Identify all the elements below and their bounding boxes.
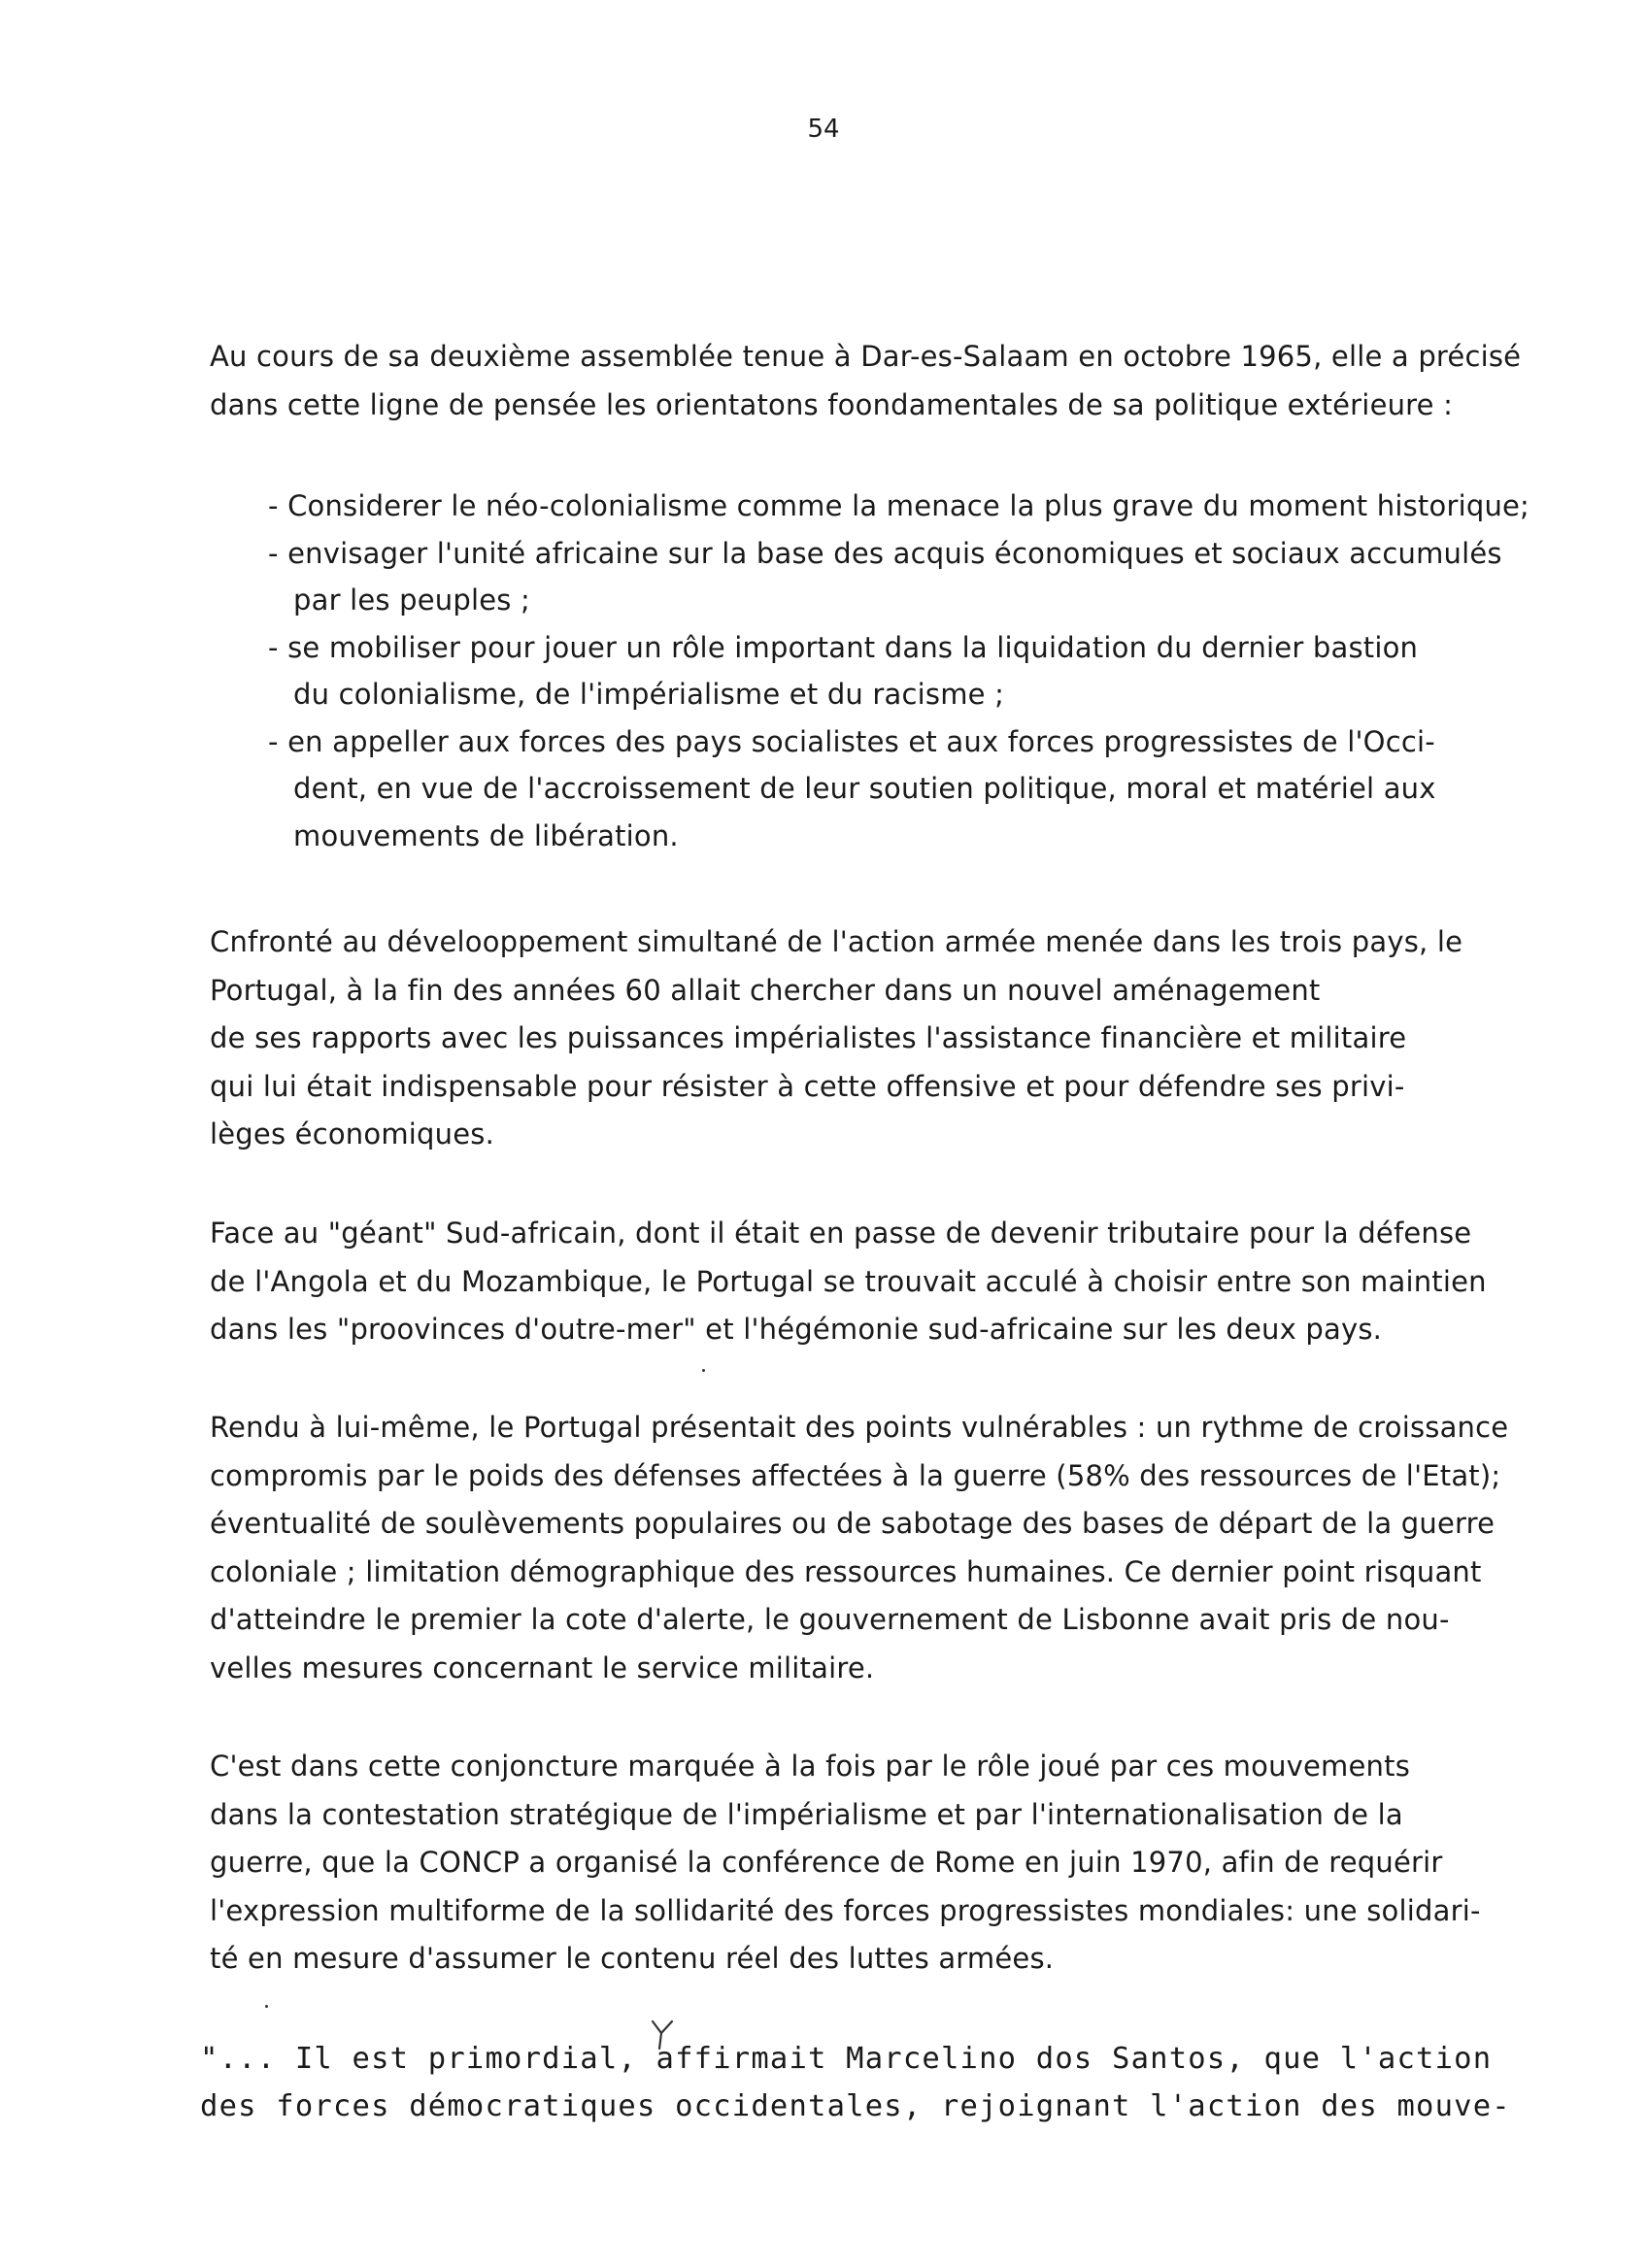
page-number: 54 — [807, 115, 840, 144]
text-line: qui lui était indispensable pour résister à cette offensive et pour défendre ses privi- — [210, 1069, 1405, 1103]
text-line: par les peuples ; — [293, 584, 530, 617]
text-line: guerre, que la CONCP a organisé la conférence de Rome en juin 1970, afin de requérir — [210, 1846, 1443, 1879]
text-line: du colonialisme, de l'impérialisme et du racisme ; — [293, 678, 1005, 711]
text-line: C'est dans cette conjoncture marquée à la fois par le rôle joué par ces mouvements — [210, 1750, 1410, 1783]
text-line: velles mesures concernant le service militaire. — [210, 1651, 875, 1684]
paragraph-intro — [210, 333, 1560, 429]
paragraph-concp-conference — [210, 1743, 1560, 1984]
quote-marcelino-dos-santos — [200, 2035, 1560, 2130]
text-line: Au cours de sa deuxième assemblée tenue à Dar-es-Salaam en octobre 1965, elle a précisé — [210, 340, 1522, 373]
text-line: coloniale ; limitation démographique des ressources humaines. Ce dernier point risquant — [210, 1554, 1482, 1588]
text-line: Rendu à lui-même, le Portugal présentait des points vulnérables : un rythme de croissance — [210, 1411, 1509, 1444]
text-line: Cnfronté au dévelooppement simultané de l'action armée menée dans les trois pays, le — [210, 925, 1463, 958]
text-line: compromis par le poids des défenses affectées à la guerre (58% des ressources de l'Etat); — [210, 1458, 1501, 1492]
text-line: dent, en vue de l'accroissement de leur soutien politique, moral et matériel aux — [293, 772, 1436, 805]
text-line: - Considerer le néo-colonialisme comme la menace la plus grave du moment historique; — [268, 489, 1530, 522]
text-line: dans les "proovinces d'outre-mer" et l'hégémonie sud-africaine sur les deux pays. — [210, 1313, 1383, 1346]
text-line: Face au "géant" Sud-africain, dont il était en passe de devenir tributaire pour la défense — [210, 1217, 1472, 1250]
text-line: "... Il est primordial, affirmait Marcelino dos Santos, que l'action — [200, 2042, 1493, 2076]
text-line: de l'Angola et du Mozambique, le Portugal se trouvait acculé à choisir entre son maintien — [210, 1264, 1487, 1298]
ink-speck — [265, 2005, 268, 2008]
text-line: l'expression multiforme de la sollidarité des forces progressistes mondiales: une solidari- — [210, 1893, 1481, 1927]
text-line: - se mobiliser pour jouer un rôle important dans la liquidation du dernier bastion — [268, 630, 1419, 664]
text-line: d'atteindre le premier la cote d'alerte, le gouvernement de Lisbonne avait pris de nou- — [210, 1603, 1450, 1636]
list-item — [268, 530, 1569, 624]
paragraph-vulnerabilities — [210, 1404, 1560, 1692]
text-line: des forces démocratiques occidentales, rejoignant l'action des mouve- — [200, 2089, 1511, 2123]
text-line: dans cette ligne de pensée les orientatons foondamentales de sa politique extérieure : — [210, 387, 1454, 421]
handwritten-caret-mark — [649, 2019, 678, 2052]
text-line: - en appeller aux forces des pays socialistes et aux forces progressistes de l'Occi- — [268, 724, 1435, 758]
text-line: de ses rapports avec les puissances impérialistes l'assistance financière et militaire — [210, 1021, 1407, 1054]
text-line: mouvements de libération. — [293, 818, 679, 852]
orientations-list — [268, 483, 1569, 859]
list-item — [268, 624, 1569, 718]
text-line: té en mesure d'assumer le contenu réel des luttes armées. — [210, 1942, 1055, 1975]
text-line: lèges économiques. — [210, 1117, 494, 1151]
text-line: éventualité de soulèvements populaires ou de sabotage des bases de départ de la guerre — [210, 1507, 1496, 1540]
text-line: Portugal, à la fin des années 60 allait chercher dans un nouvel aménagement — [210, 973, 1321, 1007]
text-line: - envisager l'unité africaine sur la base des acquis économiques et sociaux accumulés — [268, 536, 1502, 570]
list-item — [268, 718, 1569, 860]
text-line: dans la contestation stratégique de l'impérialisme et par l'internationalisation de la — [210, 1797, 1403, 1831]
list-item — [268, 483, 1569, 530]
paragraph-portugal-offensive — [210, 918, 1560, 1159]
paragraph-south-africa — [210, 1210, 1560, 1354]
ink-speck — [702, 1369, 705, 1372]
